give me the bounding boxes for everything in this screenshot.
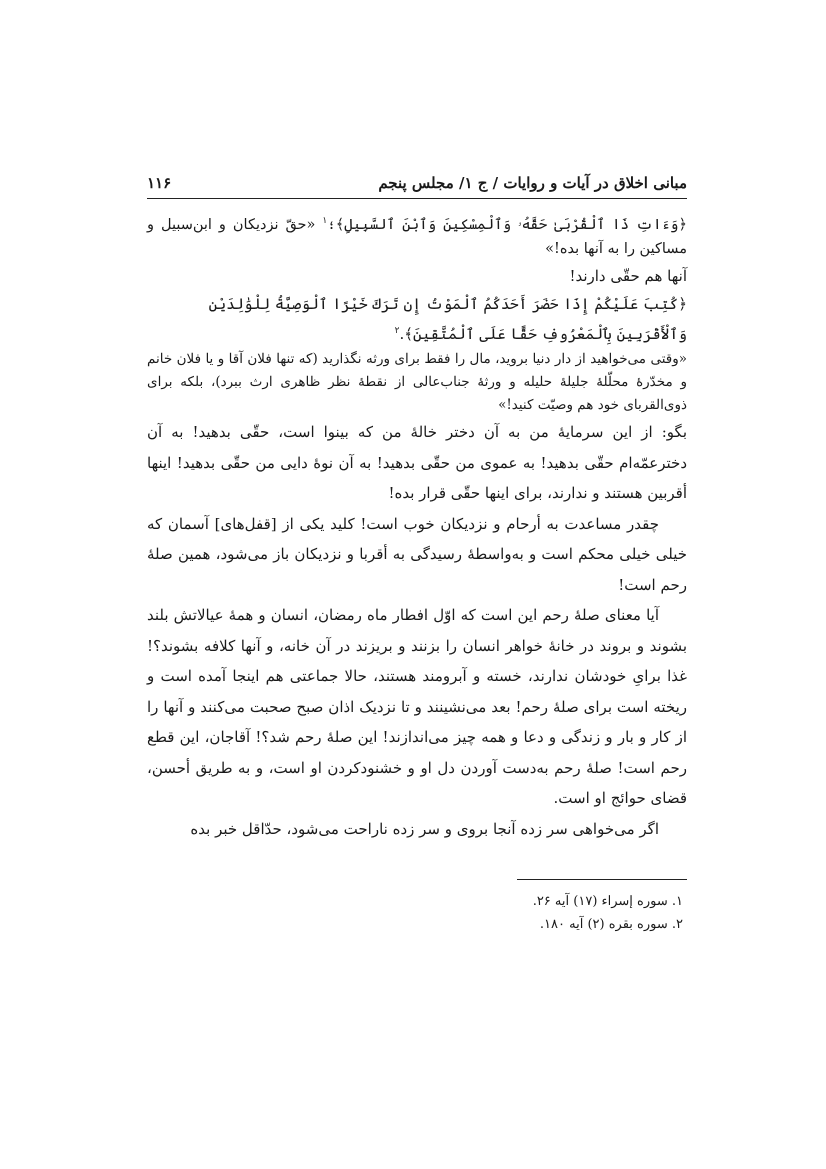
footnote-1: ۱. سوره إسراء (۱۷) آیه ۲۶.: [532, 894, 683, 909]
footnote-2: ۲. سوره بقره (۲) آیه ۱۸۰.: [539, 917, 683, 932]
page-header: [147, 174, 687, 199]
quote-1-arabic: ﴿وَءَاتِ ذَا ٱلْقُرْبَىٰ حَقَّهُۥ وَٱلْمِسْكِينَ وَٱبْنَ ٱلسَّبِيلِ﴾؛: [327, 216, 687, 233]
footnote-ref-2: ۲: [394, 326, 400, 337]
quran-quote-2: [147, 291, 687, 348]
book-page: [147, 174, 687, 844]
quran-quote-1: [147, 209, 687, 261]
page-content: [147, 209, 687, 844]
paragraph-2: چقدر مساعدت به أرحام و نزدیکان خوب است! کلید یکی از [قفل‌های] آسمان که خیلی خیلی محکم است و به‌واسطهٔ رسیدگی به أقربا و نزدیکان باز می‌شود، همین صلهٔ رحم است!: [147, 514, 687, 594]
footnotes: [147, 879, 687, 936]
paragraph-1: بگو: از این سرمایهٔ من به آن دختر خالهٔ من که بینوا است، حقّی بدهید! به آن دخترعمّه‌ام حقّی بدهید! به عموی من حقّی بدهید! به آن نوهٔ دایی من حقّی بدهید! اینها أقربین هستند و ندارند، برای اینها حقّی قرار بده!: [147, 423, 687, 503]
running-title: مبانی اخلاق در آیات و روایات / ج ۱/ مجلس پنجم: [378, 174, 687, 192]
paragraph-3: آیا معنای صلهٔ رحم این است که اوّل افطار ماه رمضان، انسان و همهٔ عیالاتش بلند بشوند و بروند در خانهٔ خواهر انسان را بزنند و بریزند در آن خانه، و آنها کلافه بشوند؟! غذا برایِ خودشان ندارند، خسته و آبرومند هستند، حالا جماعتی هم اینجا آمده است و ریخته است برای صلهٔ رحم! بعد می‌نشینند و تا نزدیک اذان صبح صحبت می‌کنند و آنها را از کار و بار و زندگی و دعا و همه چیز می‌اندازند! این صلهٔ رحم شد؟! آقاجان، این قطع رحم است! صلهٔ رحم به‌دست آوردن دل او و خشنودکردن او است، و به طریق أحسن، قضای حوائج او است.: [147, 606, 687, 808]
line-a: آنها هم حقّی دارند!: [569, 266, 687, 285]
page-number: ۱۱۶: [147, 174, 172, 192]
quote-1-translation: «حقّ نزدیکان و ابن‌سبیل و مساکین را به آنها بده!»: [147, 216, 687, 257]
footnote-ref-1: ۱: [322, 216, 328, 226]
paragraph-4: اگر می‌خواهی سر زده آنجا بروی و سر زده ناراحت می‌شود، حدّاقل خبر بده: [190, 819, 659, 838]
quote-2-translation: «وقتی می‌خواهید از دار دنیا بروید، مال را فقط برای ورثه نگذارید (که تنها فلان آقا و یا فلان خانم و مخدّرهٔ محلّلهٔ جلیلهٔ حلیله و ورثهٔ جناب‌عالی از نقطهٔ نظر ظاهری ارث ببرد)، بلکه برای ذوی‌القربای خود هم وصیّت کنید!»: [147, 351, 687, 414]
footnote-divider: [517, 879, 687, 880]
quote-2-arabic: ﴿كُتِبَ عَلَيْكُمْ إِذَا حَضَرَ أَحَدَكُمُ ٱلْمَوْتُ إِن تَرَكَ خَيْرًا ٱلْوَصِيَّةُ لِلْوَٰلِدَيْنِ وَٱلْأَقْرَبِينَ بِٱلْمَعْرُوفِ حَقًّا عَلَى ٱلْمُتَّقِينَ﴾.: [208, 295, 687, 344]
